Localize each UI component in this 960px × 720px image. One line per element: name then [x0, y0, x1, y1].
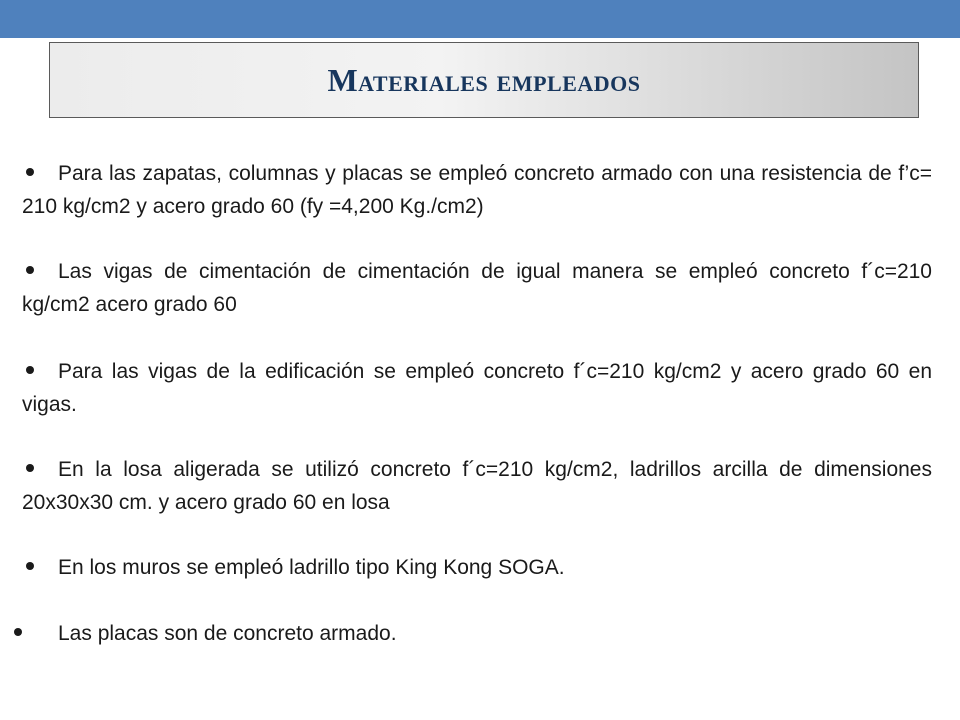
bullet-dot-icon [26, 366, 34, 374]
bullet-item [22, 617, 932, 650]
bullet-text: En la losa aligerada se utilizó concreto f´c=210 kg/cm2, ladrillos arcilla de dimensiones 20x30x30 cm. y acero grado 60 en losa [22, 458, 932, 514]
bullet-dot-icon [26, 168, 34, 176]
bullet-text: Las vigas de cimentación de cimentación de igual manera se empleó concreto f´c=210 kg/cm2 acero grado 60 [22, 260, 932, 316]
bullet-item [22, 551, 932, 584]
bullet-text: Para las vigas de la edificación se empleó concreto f´c=210 kg/cm2 y acero grado 60 en vigas. [22, 360, 932, 416]
bullet-item [22, 355, 932, 421]
title-box [49, 42, 919, 118]
top-accent-bar [0, 0, 960, 38]
bullet-dot-icon [14, 628, 22, 636]
slide-title: Materiales empleados [327, 61, 641, 98]
bullet-item [22, 157, 932, 223]
bullet-text: Las placas son de concreto armado. [58, 622, 397, 645]
bullet-text: Para las zapatas, columnas y placas se empleó concreto armado con una resistencia de f’c= 210 kg/cm2 y acero grado 60 (fy =4,200 Kg./cm2) [22, 162, 932, 218]
bullet-item [22, 453, 932, 519]
bullet-dot-icon [26, 266, 34, 274]
bullet-text: En los muros se empleó ladrillo tipo King Kong SOGA. [58, 556, 565, 579]
bullet-item [22, 255, 932, 321]
bullet-dot-icon [26, 464, 34, 472]
bullet-dot-icon [26, 562, 34, 570]
